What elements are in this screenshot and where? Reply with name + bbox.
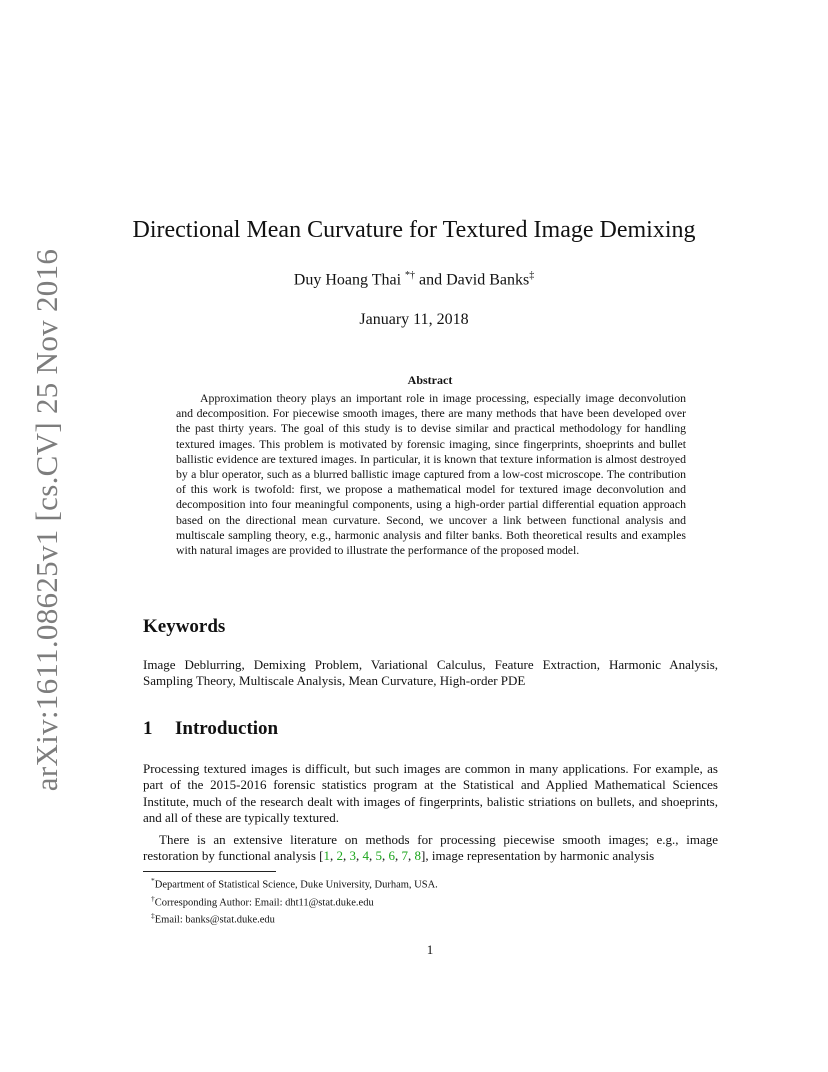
footnote-text: Department of Statistical Science, Duke University, Durham, USA. [154,879,438,891]
footnote [151,874,438,892]
footnote-text: Email: banks@stat.duke.edu [154,914,275,926]
arxiv-stamp: arXiv:1611.08625v1 [cs.CV] 25 Nov 2016 [29,248,64,792]
abstract-body: Approximation theory plays an important role in image processing, especially image deconvolution and decomposition. For piecewise smooth images, there are many methods that have been developed over the past thirty years. The goal of this study is to devise similar and practical methodology for handling textured images. This problem is motivated by forensic imaging, since fingerprints, shoeprints and bullet ballistic evidence are textured images. In particular, it is known that texture information is almost destroyed by a blur operator, such as a blurred ballistic image captured from a low-cost microscope. The contribution of this work is twofold: first, we propose a mathematical model for textured image deconvolution and decomposition into four meaningful components, using a high-order partial differential equation approach based on the directional mean curvature. Second, we uncover a link between functional analysis and multiscale sampling theory, e.g., harmonic analysis and filter banks. Both theoretical results and examples with natural images are provided to illustrate the performance of the proposed model. [176,391,686,558]
section-title: Introduction [175,718,279,739]
citation-link[interactable]: 8 [414,848,422,864]
citation-link[interactable]: 2 [336,848,344,864]
abstract-heading: Abstract [407,373,453,387]
citation-link[interactable]: 6 [388,848,396,864]
author-name: Duy Hoang Thai [293,271,402,289]
author-connector: and [419,271,443,289]
footnote-rule [143,871,276,872]
section-heading-introduction [143,718,278,740]
footnote [151,909,438,927]
keywords-heading: Keywords [143,616,226,637]
intro-paragraph-2-text: ], image representation by harmonic analysis [421,848,655,864]
footnote-text: Corresponding Author: Email: dht11@stat.duke.edu [154,897,374,909]
intro-paragraph-2-text: There is an extensive literature on methods for processing piecewise smooth images; e.g., image restoration by functional analysis [ [143,832,718,864]
keywords-body: Image Deblurring, Demixing Problem, Variational Calculus, Feature Extraction, Harmonic Analysis, Sampling Theory, Multiscale Analysis, Mean Curvature, High-order PDE [143,657,718,689]
author-footnote-mark: *† [405,270,416,281]
citation-link[interactable]: 7 [401,848,409,864]
paper-title: Directional Mean Curvature for Textured Image Demixing [132,217,696,243]
author-name: David Banks [446,271,530,289]
author-line [0,270,828,289]
citation-link[interactable]: 3 [349,848,357,864]
section-number: 1 [143,718,153,739]
paper-date: January 11, 2018 [359,311,469,328]
citation-link[interactable]: 4 [362,848,370,864]
footnotes [151,874,438,927]
author-footnote-mark: ‡ [529,270,535,281]
intro-paragraph-2: There is an extensive literature on methods for processing piecewise smooth images; e.g., image restoration by functional analysis [1, 2, 3, 4, 5, 6, 7, 8], image representation by harmonic analysis [143,832,718,864]
citation-link[interactable]: 5 [375,848,383,864]
footnote-mark: * [151,876,155,885]
footnote-mark: ‡ [151,911,155,921]
page-number: 1 [426,942,434,957]
citation-link[interactable]: 1 [323,848,331,864]
intro-paragraph-1: Processing textured images is difficult, but such images are common in many applications. For example, as part of the 2015-2016 forensic statistics program at the Statistical and Applied Mathematical Sciences Institute, much of the research dealt with images of fingerprints, balistic striations on bullets, and shoeprints, and all of these are typically textured. [143,761,718,825]
footnote-mark: † [151,893,155,903]
footnote [151,892,438,910]
